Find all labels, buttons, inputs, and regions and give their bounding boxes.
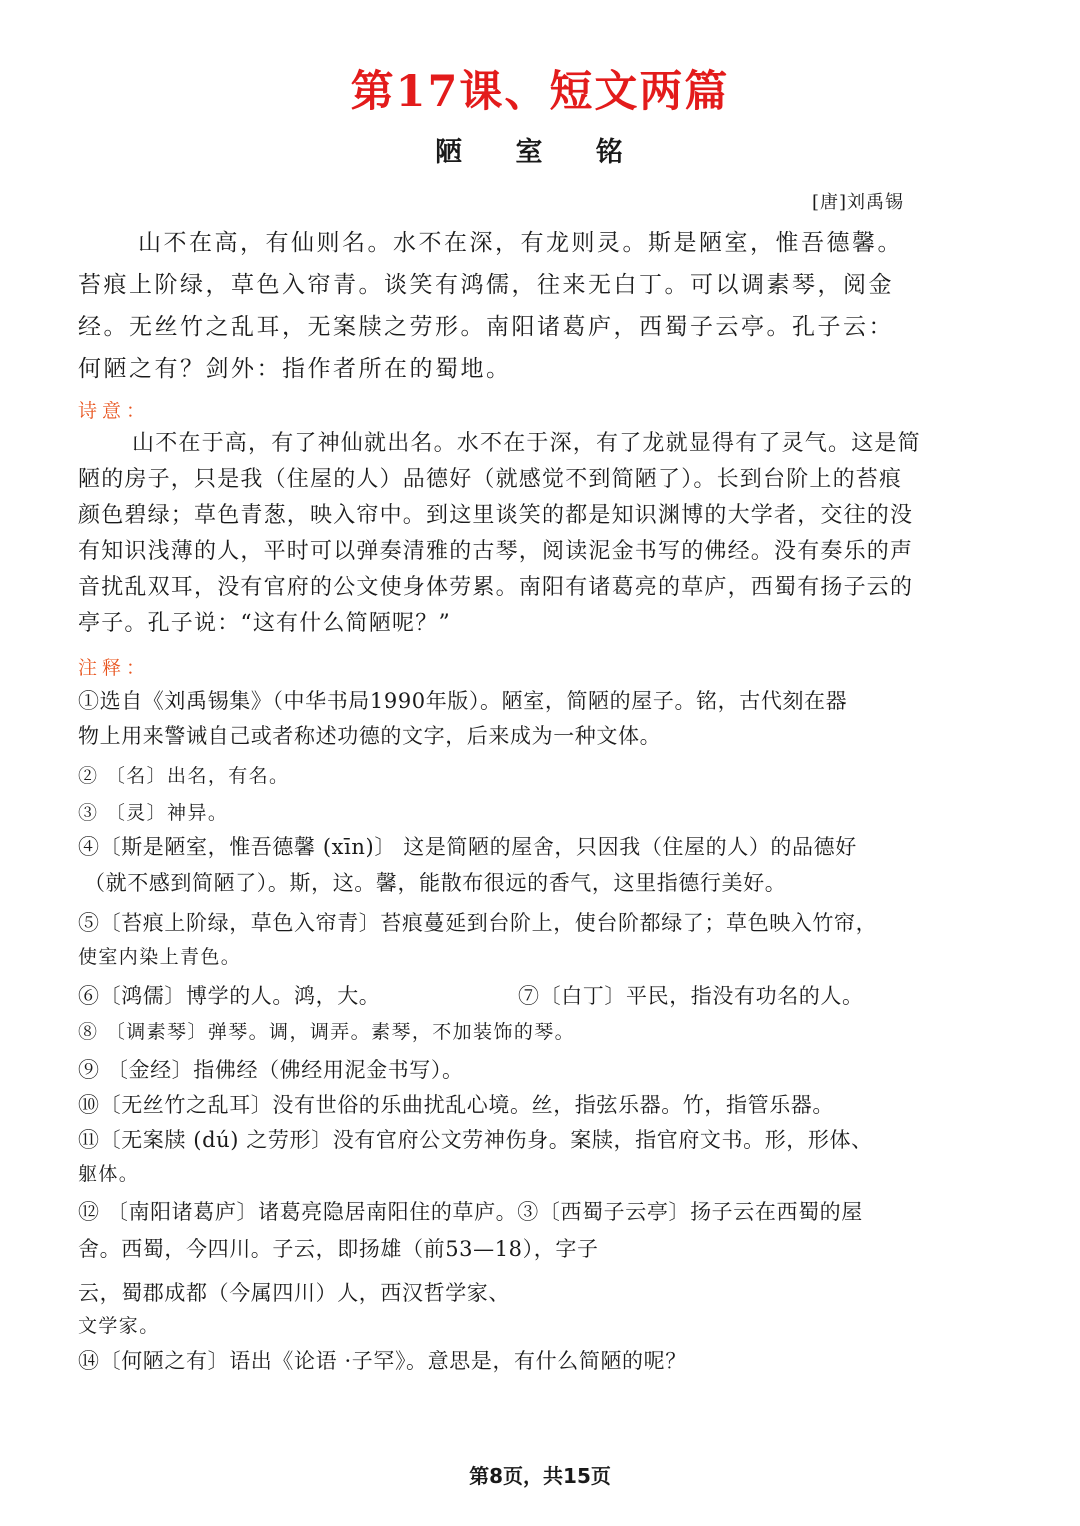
- note-line: （就不感到简陋了）。斯，这。馨，能散布很远的香气，这里指德行美好。: [84, 871, 787, 895]
- poem-line: 经。无丝竹之乱耳，无案牍之劳形。南阳诸葛庐，西蜀子云亭。孔子云：: [78, 314, 894, 340]
- poem-title: 陋 室 铭: [435, 137, 645, 168]
- note-line: ⑥〔鸿儒〕博学的人。鸿，大。: [78, 984, 381, 1008]
- note-line: ⑦〔白丁〕平民，指没有功名的人。: [518, 984, 864, 1008]
- note-line: ⑨ 〔金经〕指佛经（佛经用泥金书写）。: [78, 1058, 464, 1082]
- note-line: 使室内染上青色。: [78, 946, 242, 968]
- note-line: ⑫ 〔南阳诸葛庐〕诸葛亮隐居南阳住的草庐。③〔西蜀子云亭〕扬子云在西蜀的屋: [78, 1200, 863, 1224]
- note-line: 云，蜀郡成都（今属四川）人，西汉哲学家、: [78, 1281, 510, 1305]
- translation-line: 陋的房子，只是我（住屋的人）品德好（就感觉不到简陋了）。长到台阶上的苔痕: [78, 467, 903, 492]
- note-line: 文学家。: [78, 1315, 160, 1337]
- translation-line: 有知识浅薄的人，平时可以弹奏清雅的古琴，阅读泥金书写的佛经。没有奏乐的声: [78, 539, 914, 564]
- notes-label: 注释：: [78, 657, 151, 679]
- note-line: ⑧ 〔调素琴〕弹琴。调，调弄。素琴，不加装饰的琴。: [78, 1021, 576, 1043]
- note-line: 躯体。: [78, 1163, 140, 1185]
- note-line: ⑭〔何陋之有〕语出《论语 ·子罕》。意思是，有什么简陋的呢？: [78, 1349, 687, 1373]
- note-line: ①选自《刘禹锡集》（中华书局1990年版）。陋室，简陋的屋子。铭，古代刻在器: [78, 689, 848, 713]
- note-line: ⑪〔无案牍 (dú) 之劳形〕没有官府公文劳神伤身。案牍，指官府文书。形，形体、: [78, 1128, 873, 1152]
- poem-line: 苔痕上阶绿，草色入帘青。谈笑有鸿儒，往来无白丁。可以调素琴，阅金: [78, 272, 894, 298]
- note-line: ④〔斯是陋室，惟吾德馨 (xīn)〕 这是简陋的屋舍，只因我（住屋的人）的品德好: [78, 835, 857, 859]
- page-number: 第8页，共15页: [469, 1464, 611, 1488]
- poem-line: 山不在高，有仙则名。水不在深，有龙则灵。斯是陋室，惟吾德馨。: [138, 230, 903, 256]
- poem-line: 何陋之有？剑外：指作者所在的蜀地。: [78, 356, 512, 382]
- translation-line: 山不在于高，有了神仙就出名。水不在于深，有了龙就显得有了灵气。这是简: [132, 431, 921, 456]
- note-line: ③ 〔灵〕神异。: [78, 802, 229, 824]
- translation-line: 颜色碧绿；草色青葱，映入帘中。到这里谈笑的都是知识渊博的大学者，交往的没: [78, 503, 914, 528]
- note-line: ⑤〔苔痕上阶绿，草色入帘青〕苔痕蔓延到台阶上，使台阶都绿了；草色映入竹帘，: [78, 911, 878, 935]
- note-line: ② 〔名〕出名，有名。: [78, 765, 290, 787]
- note-line: 舍。西蜀，今四川。子云，即扬雄（前53—18），字子: [78, 1237, 599, 1261]
- lesson-title: 第17课、短文两篇: [350, 67, 730, 117]
- note-line: ⑩〔无丝竹之乱耳〕没有世俗的乐曲扰乱心境。丝，指弦乐器。竹，指管乐器。: [78, 1093, 834, 1117]
- note-line: 物上用来警诫自己或者称述功德的文字，后来成为一种文体。: [78, 724, 662, 748]
- translation-line: 音扰乱双耳，没有官府的公文使身体劳累。南阳有诸葛亮的草庐，西蜀有扬子云的: [78, 575, 914, 600]
- translation-label: 诗意：: [78, 400, 151, 422]
- author-line: [唐]刘禹锡: [812, 192, 905, 213]
- translation-line: 亭子。孔子说：“这有什么简陋呢？”: [78, 611, 451, 636]
